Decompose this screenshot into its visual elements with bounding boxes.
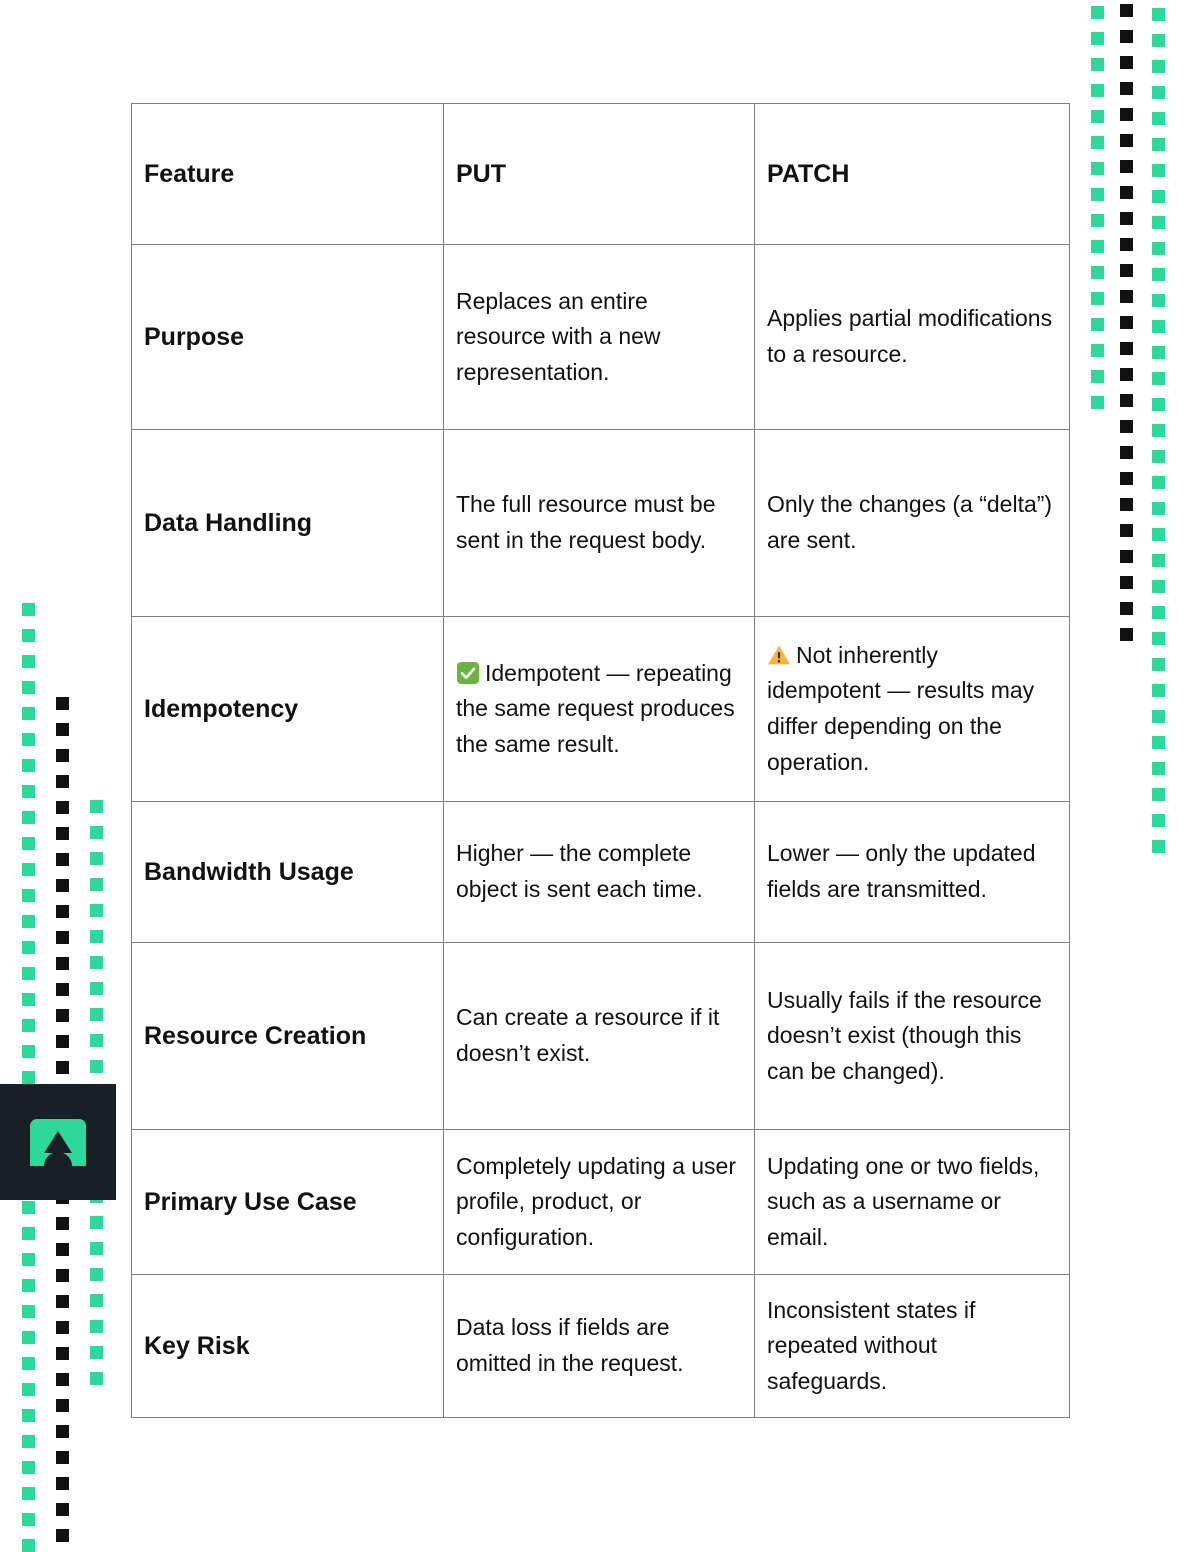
decor-dot xyxy=(22,863,35,876)
decor-dot xyxy=(56,853,69,866)
decor-dot xyxy=(22,759,35,772)
decor-dot xyxy=(56,957,69,970)
decor-dot xyxy=(22,1383,35,1396)
decor-dot xyxy=(1120,602,1133,615)
decor-dot xyxy=(1120,108,1133,121)
upward-triangle-badge-icon xyxy=(27,1111,89,1173)
decor-dot xyxy=(56,1243,69,1256)
decor-dot xyxy=(1091,240,1104,253)
cell-text: Lower — only the updated fields are transmitted. xyxy=(767,840,1036,902)
warning-triangle-icon xyxy=(767,642,791,666)
decor-dot xyxy=(1091,84,1104,97)
cell-text: Idempotent — repeating the same request produces the same result. xyxy=(456,659,735,757)
decor-dot xyxy=(56,801,69,814)
decor-dot xyxy=(56,1269,69,1282)
decor-dot xyxy=(56,1425,69,1438)
decor-dot xyxy=(1120,524,1133,537)
decor-dot xyxy=(22,993,35,1006)
decor-dot xyxy=(22,1227,35,1240)
cell-text: Data loss if fields are omitted in the request. xyxy=(456,1314,684,1376)
decor-dot xyxy=(1152,450,1165,463)
decor-dot xyxy=(22,1461,35,1474)
decor-dot xyxy=(1152,372,1165,385)
decor-dot xyxy=(90,956,103,969)
decor-dot xyxy=(22,1409,35,1422)
decor-dot xyxy=(1152,294,1165,307)
decor-dot xyxy=(1152,710,1165,723)
decor-dot xyxy=(1091,292,1104,305)
table-row xyxy=(132,245,1070,430)
decor-dot xyxy=(1091,32,1104,45)
decor-dot xyxy=(56,1399,69,1412)
decor-dot xyxy=(22,681,35,694)
decor-dot xyxy=(90,826,103,839)
table-row xyxy=(132,617,1070,802)
cell-text: Completely updating a user profile, product, or configuration. xyxy=(456,1152,736,1250)
decor-dot xyxy=(1152,86,1165,99)
decor-dot xyxy=(22,1357,35,1370)
decor-dot xyxy=(1091,214,1104,227)
decor-dot xyxy=(1120,446,1133,459)
decor-dot xyxy=(1120,342,1133,355)
decor-dot xyxy=(22,629,35,642)
decor-dot xyxy=(1120,160,1133,173)
decor-dot xyxy=(22,915,35,928)
column-header-patch: PATCH xyxy=(755,104,1070,245)
decor-dot xyxy=(22,1019,35,1032)
decor-dot xyxy=(1091,370,1104,383)
decor-dot xyxy=(1120,186,1133,199)
cell-put-idempotency xyxy=(444,617,755,802)
decor-dot xyxy=(1120,30,1133,43)
decor-dot xyxy=(90,800,103,813)
cell-text: Replaces an entire resource with a new representation. xyxy=(456,287,661,385)
table-row xyxy=(132,430,1070,617)
decor-dot xyxy=(1152,762,1165,775)
decor-dot xyxy=(1152,502,1165,515)
table-row xyxy=(132,943,1070,1130)
decor-dot xyxy=(56,1347,69,1360)
decor-dot xyxy=(1120,550,1133,563)
white-check-mark-icon xyxy=(456,660,480,684)
decor-dot xyxy=(1152,112,1165,125)
cell-patch-idempotency xyxy=(755,617,1070,802)
cell-text: Updating one or two fields, such as a username or email. xyxy=(767,1152,1040,1250)
decor-dot xyxy=(1152,736,1165,749)
comparison-table-container xyxy=(131,103,1069,1418)
decor-dot xyxy=(22,1487,35,1500)
decor-dot xyxy=(1091,344,1104,357)
decor-dot xyxy=(90,1346,103,1359)
decor-dot xyxy=(90,878,103,891)
decor-dot xyxy=(56,775,69,788)
cell-text: Not inherently idempotent — results may differ depending on the operation. xyxy=(767,641,1035,775)
cell-text: Applies partial modifications to a resource. xyxy=(767,305,1053,367)
decor-dot xyxy=(56,723,69,736)
decor-dot xyxy=(1120,238,1133,251)
decor-dot xyxy=(1091,162,1104,175)
cell-put-key-risk xyxy=(444,1275,755,1418)
decor-dot xyxy=(56,1451,69,1464)
decor-dot xyxy=(1120,576,1133,589)
decor-dot xyxy=(1152,216,1165,229)
decor-dot xyxy=(1091,188,1104,201)
decor-dot xyxy=(1152,346,1165,359)
table-row xyxy=(132,1130,1070,1275)
decor-dot xyxy=(90,930,103,943)
decor-dot xyxy=(22,655,35,668)
decor-dot xyxy=(22,1201,35,1214)
decor-dot xyxy=(22,733,35,746)
decor-dot xyxy=(90,1268,103,1281)
row-label-primary-use-case: Primary Use Case xyxy=(132,1130,444,1275)
decor-dot xyxy=(90,1242,103,1255)
decor-dot xyxy=(22,941,35,954)
table-header-row xyxy=(132,104,1070,245)
decor-dot xyxy=(22,1071,35,1084)
decor-dot xyxy=(1120,82,1133,95)
decor-dot xyxy=(1091,318,1104,331)
decor-dot xyxy=(1152,632,1165,645)
cell-put-data-handling xyxy=(444,430,755,617)
decor-dot xyxy=(90,982,103,995)
decor-dot xyxy=(56,1503,69,1516)
cell-patch-data-handling xyxy=(755,430,1070,617)
decor-dot xyxy=(1152,840,1165,853)
dotted-column-top-right-green-2 xyxy=(1152,8,1165,853)
decor-dot xyxy=(22,1253,35,1266)
decor-dot xyxy=(1120,472,1133,485)
decor-dot xyxy=(22,1435,35,1448)
column-header-put: PUT xyxy=(444,104,755,245)
decor-dot xyxy=(1120,316,1133,329)
decor-dot xyxy=(56,697,69,710)
decor-dot xyxy=(56,983,69,996)
decor-dot xyxy=(22,1045,35,1058)
decor-dot xyxy=(56,879,69,892)
decor-dot xyxy=(22,1331,35,1344)
decor-dot xyxy=(1120,394,1133,407)
cell-patch-primary-use-case xyxy=(755,1130,1070,1275)
decor-dot xyxy=(22,889,35,902)
decor-dot xyxy=(56,1321,69,1334)
table-row xyxy=(132,1275,1070,1418)
cell-put-primary-use-case xyxy=(444,1130,755,1275)
decor-dot xyxy=(22,1513,35,1526)
decor-dot xyxy=(1091,58,1104,71)
decor-dot xyxy=(1120,212,1133,225)
decor-dot xyxy=(1152,190,1165,203)
decor-dot xyxy=(1120,290,1133,303)
row-label-resource-creation: Resource Creation xyxy=(132,943,444,1130)
row-label-key-risk: Key Risk xyxy=(132,1275,444,1418)
decor-dot xyxy=(22,1305,35,1318)
decor-dot xyxy=(90,1216,103,1229)
cell-patch-bandwidth-usage xyxy=(755,802,1070,943)
decor-dot xyxy=(1120,420,1133,433)
decor-dot xyxy=(1091,6,1104,19)
decor-dot xyxy=(1152,268,1165,281)
decor-dot xyxy=(22,837,35,850)
decor-dot xyxy=(56,905,69,918)
decor-dot xyxy=(22,1279,35,1292)
decor-dot xyxy=(1152,554,1165,567)
decor-dot xyxy=(1091,266,1104,279)
decor-dot xyxy=(1091,396,1104,409)
decor-dot xyxy=(1120,264,1133,277)
decor-dot xyxy=(56,1217,69,1230)
cell-text: Inconsistent states if repeated without safeguards. xyxy=(767,1296,976,1394)
decor-dot xyxy=(1091,110,1104,123)
decor-dot xyxy=(90,1008,103,1021)
decor-dot xyxy=(90,1320,103,1333)
cell-text: Only the changes (a “delta”) are sent. xyxy=(767,491,1053,553)
cell-text: Can create a resource if it doesn’t exist. xyxy=(456,1004,720,1066)
decor-dot xyxy=(56,1477,69,1490)
decor-dot xyxy=(22,967,35,980)
dotted-column-bottom-left-green-1 xyxy=(22,603,35,1552)
decor-dot xyxy=(1120,368,1133,381)
decor-dot xyxy=(1120,56,1133,69)
decor-dot xyxy=(56,1061,69,1074)
decor-dot xyxy=(90,1060,103,1073)
decor-dot xyxy=(1152,8,1165,21)
decor-dot xyxy=(1120,628,1133,641)
row-label-data-handling: Data Handling xyxy=(132,430,444,617)
decor-dot xyxy=(90,1034,103,1047)
decor-dot xyxy=(56,1035,69,1048)
decor-dot xyxy=(22,1539,35,1552)
decor-dot xyxy=(56,1373,69,1386)
decor-dot xyxy=(22,785,35,798)
cell-patch-resource-creation xyxy=(755,943,1070,1130)
decor-dot xyxy=(22,811,35,824)
put-vs-patch-comparison-table xyxy=(131,103,1070,1418)
dotted-column-top-right-green-1 xyxy=(1091,6,1104,409)
decor-dot xyxy=(1152,684,1165,697)
row-label-idempotency: Idempotency xyxy=(132,617,444,802)
cell-put-purpose xyxy=(444,245,755,430)
decor-dot xyxy=(1120,134,1133,147)
decor-dot xyxy=(56,931,69,944)
decor-dot xyxy=(1152,528,1165,541)
row-label-purpose: Purpose xyxy=(132,245,444,430)
decor-dot xyxy=(56,827,69,840)
decor-dot xyxy=(1120,4,1133,17)
decor-dot xyxy=(90,1294,103,1307)
cell-patch-purpose xyxy=(755,245,1070,430)
decor-dot xyxy=(1152,138,1165,151)
cell-put-resource-creation xyxy=(444,943,755,1130)
decor-dot xyxy=(1152,242,1165,255)
cell-patch-key-risk xyxy=(755,1275,1070,1418)
decor-dot xyxy=(1152,476,1165,489)
cell-text: The full resource must be sent in the request body. xyxy=(456,491,716,553)
decor-dot xyxy=(1152,606,1165,619)
table-row xyxy=(132,802,1070,943)
decor-dot xyxy=(22,603,35,616)
decor-dot xyxy=(56,749,69,762)
decor-dot xyxy=(1120,498,1133,511)
dotted-column-top-right-black xyxy=(1120,4,1133,641)
decor-dot xyxy=(1152,60,1165,73)
cell-put-bandwidth-usage xyxy=(444,802,755,943)
decor-dot xyxy=(1152,398,1165,411)
column-header-feature: Feature xyxy=(132,104,444,245)
decor-dot xyxy=(1152,164,1165,177)
decor-dot xyxy=(1152,320,1165,333)
logo-badge xyxy=(0,1084,116,1200)
decor-dot xyxy=(1152,658,1165,671)
cell-text: Higher — the complete object is sent each time. xyxy=(456,840,703,902)
decor-dot xyxy=(22,707,35,720)
decor-dot xyxy=(56,1009,69,1022)
row-label-bandwidth-usage: Bandwidth Usage xyxy=(132,802,444,943)
decor-dot xyxy=(1091,136,1104,149)
decor-dot xyxy=(90,1372,103,1385)
decor-dot xyxy=(1152,580,1165,593)
cell-text: Usually fails if the resource doesn’t exist (though this can be changed). xyxy=(767,986,1042,1084)
decor-dot xyxy=(56,1529,69,1542)
decor-dot xyxy=(1152,34,1165,47)
decor-dot xyxy=(90,904,103,917)
decor-dot xyxy=(90,852,103,865)
decor-dot xyxy=(56,1295,69,1308)
decor-dot xyxy=(1152,424,1165,437)
decor-dot xyxy=(1152,814,1165,827)
decor-dot xyxy=(1152,788,1165,801)
